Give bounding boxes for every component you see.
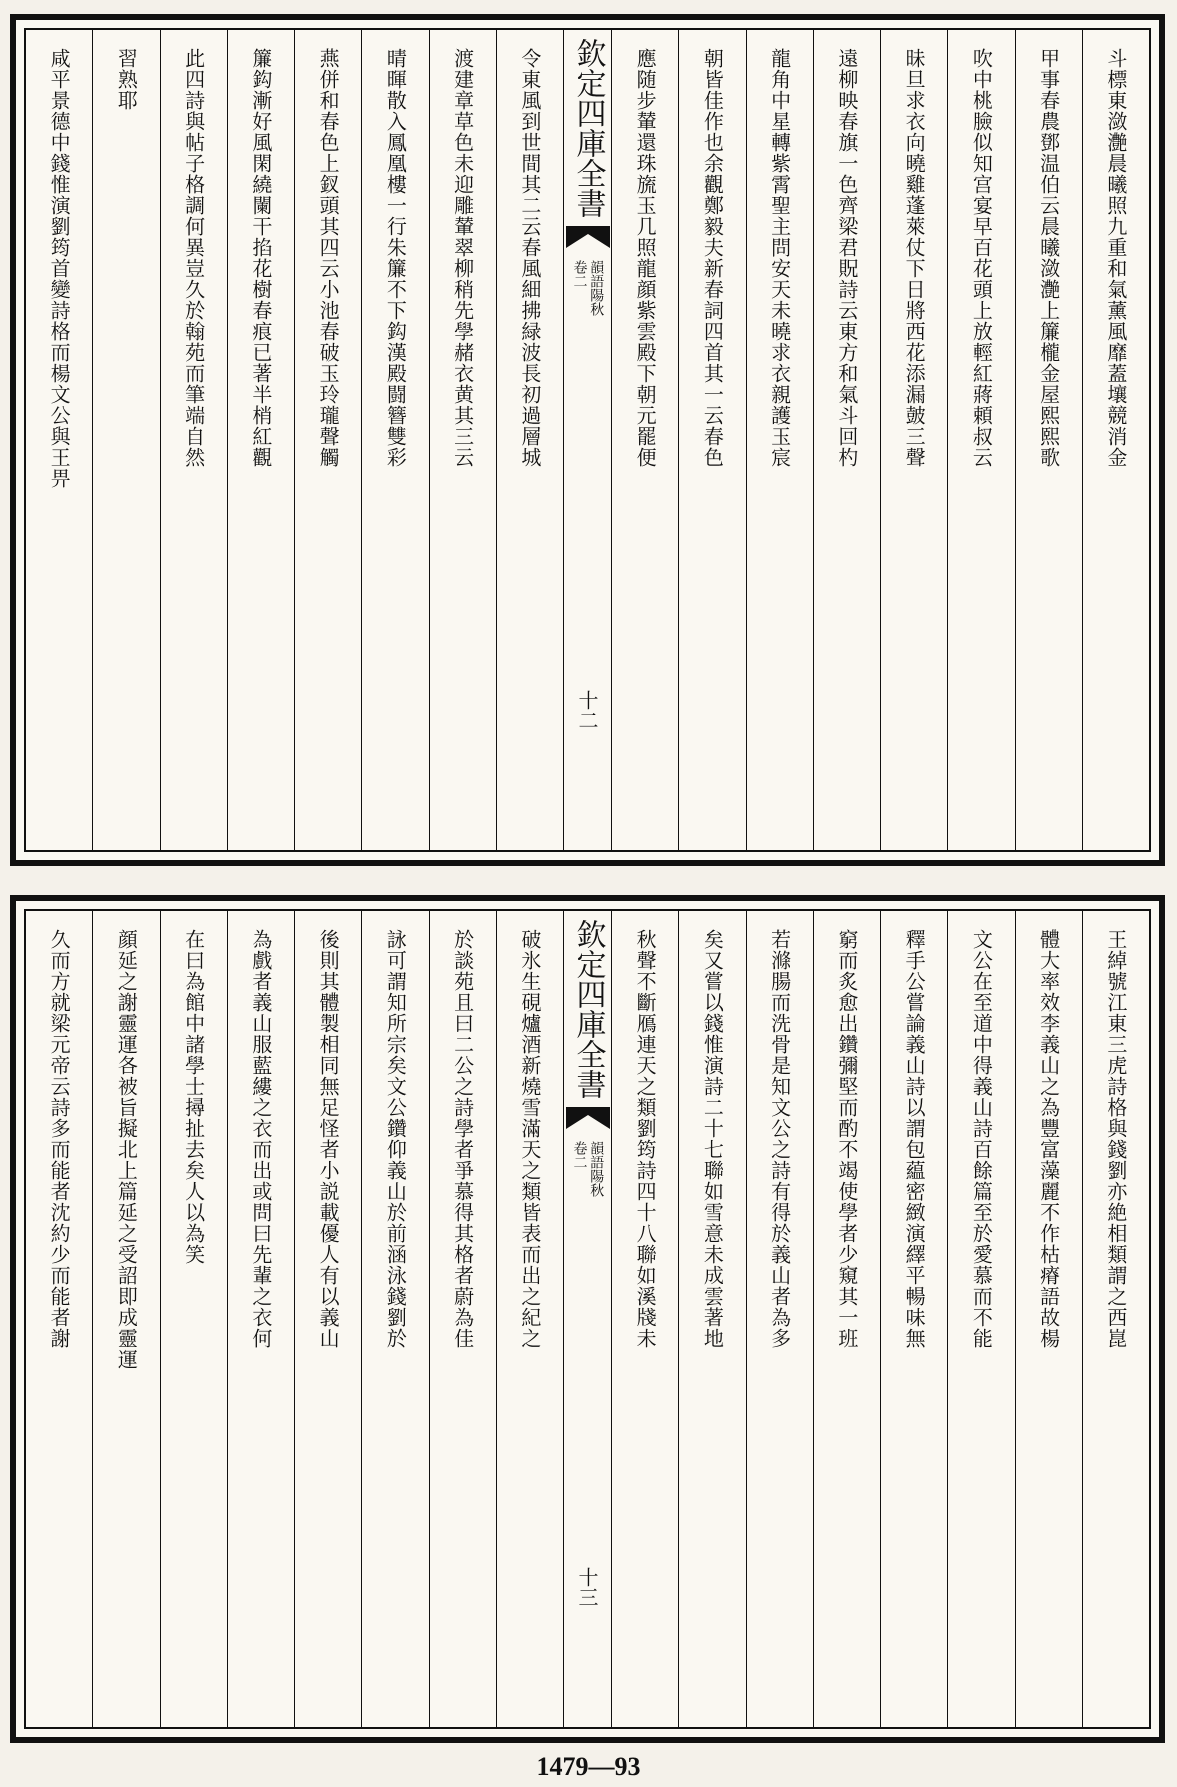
column-text: 秋聲不斷鴈連天之類劉筠詩四十八聯如溪牋未 (633, 929, 658, 1349)
column-text: 若滌腸而洗骨是知文公之詩有得於義山者為多 (767, 929, 792, 1349)
text-column (496, 30, 563, 850)
upper-page (10, 14, 1165, 866)
lower-page-columns (24, 909, 1151, 1729)
column-text: 龍角中星轉紫霄聖主問安天未曉求衣親護玉宸 (767, 48, 792, 468)
text-column (813, 30, 880, 850)
text-column (294, 911, 361, 1727)
column-text: 矣又嘗以錢惟演詩二十七聯如雪意未成雲著地 (700, 929, 725, 1349)
column-text: 晴暉散入鳳凰樓一行朱簾不下鈎漢殿闘簪雙彩 (383, 48, 408, 468)
juan-number: 卷二 (571, 260, 588, 288)
column-text: 簾鈎漸好風閑繞闌干掐花樹春痕已著半梢紅觀 (248, 48, 273, 468)
column-text: 體大率效李義山之為豐富藻麗不作枯瘠語故楊 (1036, 929, 1061, 1349)
text-column (1082, 30, 1149, 850)
column-text: 習熟耶 (114, 48, 139, 111)
leaf-number: 十三 (575, 1567, 599, 1607)
text-column (947, 30, 1014, 850)
column-text: 久而方就梁元帝云詩多而能者沈約少而能者謝 (47, 929, 72, 1349)
leaf-number: 十二 (575, 690, 599, 730)
text-column (429, 30, 496, 850)
fold-center-column (563, 911, 611, 1727)
text-column (746, 30, 813, 850)
text-column (496, 911, 563, 1727)
text-column (429, 911, 496, 1727)
upper-page-columns (24, 28, 1151, 852)
text-column (611, 30, 678, 850)
column-text: 破氷生硯爐酒新燒雪滿天之類皆表而出之紀之 (517, 929, 542, 1349)
column-text: 文公在至道中得義山詩百餘篇至於愛慕而不能 (969, 929, 994, 1349)
text-column (678, 30, 745, 850)
column-text: 渡建章草色未迎雕輦翠柳稍先學赭衣黄其三云 (450, 48, 475, 468)
column-text: 顔延之謝靈運各被旨擬北上篇延之受詔即成靈運 (114, 929, 139, 1370)
text-column (26, 911, 92, 1727)
column-text: 遠柳映春旗一色齊梁君貺詩云東方和氣斗回杓 (834, 48, 859, 468)
text-column (227, 30, 294, 850)
column-text: 吹中桃臉似知宫宴早百花頭上放輕紅蔣頼叔云 (969, 48, 994, 468)
column-text: 為戲者義山服藍縷之衣而出或問曰先輩之衣何 (248, 929, 273, 1349)
column-text: 昧旦求衣向曉雞蓬萊仗下日將西花添漏皷三聲 (902, 48, 927, 468)
fish-tail-mark-icon (566, 1107, 610, 1129)
column-text: 令東風到世間其二云春風細拂緑波長初過層城 (517, 48, 542, 468)
column-text: 應随步輦還珠旒玉几照龍顔紫雲殿下朝元罷便 (633, 48, 658, 468)
column-text: 咸平景德中錢惟演劉筠首變詩格而楊文公與王畀 (47, 48, 72, 489)
text-column (1015, 30, 1082, 850)
book-name: 韻語陽秋 (588, 1141, 605, 1197)
column-text: 釋手公嘗論義山詩以謂包藴密緻演繹平暢味無 (902, 929, 927, 1349)
book-name: 韻語陽秋 (588, 260, 605, 316)
text-column (880, 30, 947, 850)
fold-meta (572, 1141, 603, 1197)
text-column (1082, 911, 1149, 1727)
fish-tail-mark-icon (566, 226, 610, 248)
text-column (160, 30, 227, 850)
page-footer-number: 1479—93 (536, 1752, 641, 1781)
column-text: 窮而炙愈出鑽彌堅而酌不竭使學者少窺其一班 (834, 929, 859, 1349)
book-series-title: 欽定四庫全書 (570, 38, 606, 218)
column-text: 在曰為館中諸學士撏扯去矣人以為笑 (181, 929, 206, 1265)
text-column (880, 911, 947, 1727)
text-column (746, 911, 813, 1727)
text-column (678, 911, 745, 1727)
text-column (1015, 911, 1082, 1727)
text-column (294, 30, 361, 850)
column-text: 詠可謂知所宗矣文公鑽仰義山於前涵泳錢劉於 (383, 929, 408, 1349)
column-text: 斗標東潋灔晨曦照九重和氣薰風靡蓋壤競消金 (1103, 48, 1128, 468)
text-column (611, 911, 678, 1727)
fold-center-column (563, 30, 611, 850)
text-column (26, 30, 92, 850)
column-text: 甲事春農鄧温伯云晨曦潋灔上簾櫳金屋熙熙歌 (1036, 48, 1061, 468)
column-text: 於談苑且曰二公之詩學者爭慕得其格者蔚為佳 (450, 929, 475, 1349)
lower-page (10, 895, 1165, 1743)
column-text: 燕併和春色上釵頭其四云小池春破玉玲瓏聲觸 (316, 48, 341, 468)
text-column (92, 911, 159, 1727)
juan-number: 卷二 (571, 1141, 588, 1169)
book-series-title: 欽定四庫全書 (570, 919, 606, 1099)
text-column (361, 30, 428, 850)
column-text: 後則其體製相同無足怪者小説載優人有以義山 (316, 929, 341, 1349)
column-text: 朝皆佳作也余觀鄭毅夫新春詞四首其一云春色 (700, 48, 725, 468)
text-column (227, 911, 294, 1727)
column-text: 此四詩與帖子格調何異豈久於翰苑而筆端自然 (181, 48, 206, 468)
fold-meta (572, 260, 603, 316)
text-column (92, 30, 159, 850)
text-column (361, 911, 428, 1727)
text-column (813, 911, 880, 1727)
text-column (160, 911, 227, 1727)
text-column (947, 911, 1014, 1727)
column-text: 王綽號江東三虎詩格與錢劉亦絶相類謂之西崑 (1103, 929, 1128, 1349)
